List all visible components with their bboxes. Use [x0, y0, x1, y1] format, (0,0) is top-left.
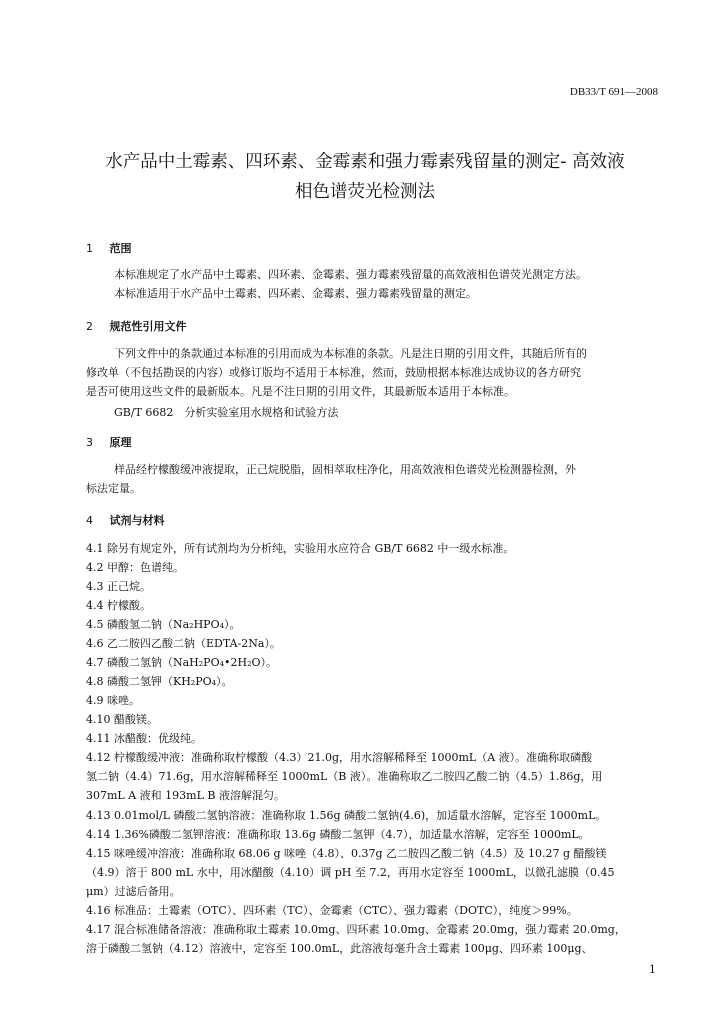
references-line-2: 修改单（不包括勘误的内容）或修订版均不适用于本标准，然而，鼓励根据本标准达成协议的各方研究 [86, 366, 581, 379]
reagent-item: 4.3 正己烷。 [86, 580, 151, 593]
reagent-item: 4.4 柠檬酸。 [86, 599, 151, 612]
reagent-item: 4.1 除另有规定外，所有试剂均为分析纯，实验用水应符合 GB/T 6682 中一级水标准。 [86, 542, 515, 555]
reagent-item-continued: 氢二钠（4.4）71.6g，用水溶解稀释至 1000mL（B 液）。准确称取乙二胺四乙酸二钠（4.5）1.86g，用 [86, 770, 603, 783]
reagent-item: 4.7 磷酸二氢钠（NaH₂PO₄•2H₂O）。 [86, 656, 278, 669]
title-line-1: 水产品中土霉素、四环素、金霉素和强力霉素残留量的测定- 高效液 [105, 152, 625, 172]
standard-code: DB33/T 691—2008 [569, 86, 658, 98]
reagent-item: 4.17 混合标准储备溶液：准确称取土霉素 10.0mg、四环素 10.0mg、金霉素 20.0mg，强力霉素 20.0mg， [86, 923, 626, 936]
reagent-item: 4.5 磷酸氢二钠（Na₂HPO₄）。 [86, 618, 241, 631]
reagent-item: 4.10 醋酸镁。 [86, 713, 158, 726]
section-heading-references [86, 318, 187, 334]
section-heading-principle [86, 434, 132, 450]
reagent-item: 4.14 1.36%磷酸二氢钾溶液：准确称取 13.6g 磷酸二氢钾（4.7），加适量水溶解，定容至 1000mL。 [86, 828, 590, 841]
section-number: 1 [86, 242, 93, 255]
title-line-2: 相色谱荧光检测法 [295, 182, 435, 202]
reference-document: GB/T 6682 分析实验室用水规格和试验方法 [114, 406, 339, 419]
section-name: 范围 [109, 242, 132, 255]
reagent-item-continued: （4.9）溶于 800 mL 水中，用冰醋酸（4.10）调 pH 至 7.2，再用水定容至 1000mL，以微孔滤膜（0.45 [86, 866, 615, 879]
section-heading-scope [86, 240, 132, 256]
page-number: 1 [649, 963, 656, 976]
scope-paragraph-2: 本标准适用于水产品中土霉素、四环素、金霉素、强力霉素残留量的测定。 [114, 287, 477, 300]
section-name: 原理 [109, 436, 132, 449]
references-line-1: 下列文件中的条款通过本标准的引用而成为本标准的条款。凡是注日期的引用文件，其随后所有的 [114, 347, 587, 360]
document-title [70, 147, 660, 207]
principle-line-1: 样品经柠檬酸缓冲液提取，正己烷脱脂，固相萃取柱净化，用高效液相色谱荧光检测器检测，外 [114, 463, 576, 476]
reagent-item: 4.8 磷酸二氢钾（KH₂PO₄）。 [86, 675, 233, 688]
section-name: 规范性引用文件 [109, 320, 187, 333]
principle-line-2: 标法定量。 [86, 482, 141, 495]
reagent-item: 4.6 乙二胺四乙酸二钠（EDTA-2Na）。 [86, 637, 281, 650]
section-number: 3 [86, 436, 93, 449]
reagent-item: 4.9 咪唑。 [86, 694, 140, 707]
reagent-item-continued: 溶于磷酸二氢钠（4.12）溶液中，定容至 100.0mL，此溶液每毫升含土霉素 100μg、四环素 100μg、 [86, 942, 593, 955]
section-number: 4 [86, 514, 93, 527]
reagent-item: 4.11 冰醋酸：优级纯。 [86, 732, 202, 745]
section-number: 2 [86, 320, 93, 333]
reagent-item: 4.2 甲醇：色谱纯。 [86, 561, 184, 574]
reagent-item-continued: 307mL A 液和 193mL B 液溶解混匀。 [86, 789, 285, 802]
reagent-item-continued: μm）过滤后备用。 [86, 885, 181, 898]
section-name: 试剂与材料 [109, 514, 165, 527]
section-heading-reagents [86, 512, 165, 528]
reagent-item: 4.12 柠檬酸缓冲液：准确称取柠檬酸（4.3）21.0g，用水溶解稀释至 1000mL（A 液）。准确称取磷酸 [86, 751, 593, 764]
reagent-item: 4.16 标准品：土霉素（OTC）、四环素（TC）、金霉素（CTC）、强力霉素（DOTC），纯度＞99%。 [86, 904, 578, 917]
reagent-item: 4.15 咪唑缓冲溶液：准确称取 68.06 g 咪唑（4.8）、0.37g 乙二胺四乙酸二钠（4.5）及 10.27 g 醋酸镁 [86, 847, 607, 860]
reagent-item: 4.13 0.01mol/L 磷酸二氢钠溶液：准确称取 1.56g 磷酸二氢钠(4.6)，加适量水溶解，定容至 1000mL。 [86, 809, 607, 822]
references-line-3: 是否可使用这些文件的最新版本。凡是不注日期的引用文件，其最新版本适用于本标准。 [86, 385, 515, 398]
scope-paragraph-1: 本标准规定了水产品中土霉素、四环素、金霉素、强力霉素残留量的高效液相色谱荧光测定方法。 [114, 268, 587, 281]
